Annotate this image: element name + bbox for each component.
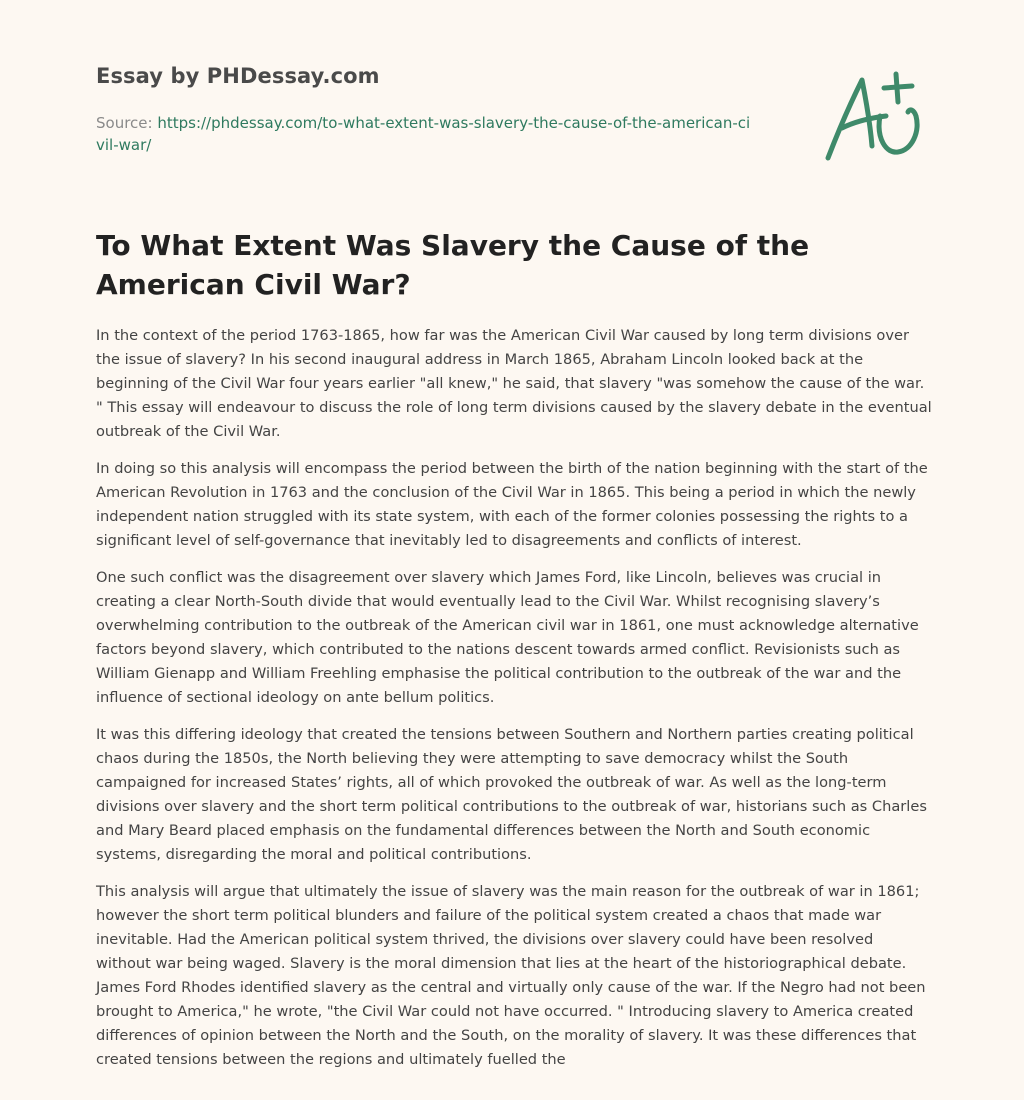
essay-paragraph: In doing so this analysis will encompass the period between the birth of the nation beginning with the start of the American Revolution in 1763 and the conclusion of the Civil War in 1865. This being a period in which the newly independent nation struggled with its state system, with each of the former colonies possessing the rights to a significant level of self-governance that inevitably led to disagreements and conflicts of interest. bbox=[96, 460, 928, 549]
a-plus-grade-icon bbox=[820, 66, 930, 166]
site-name: Essay by PHDessay.com bbox=[96, 64, 380, 88]
source-link[interactable]: https://phdessay.com/to-what-extent-was-slavery-the-cause-of-the-american-civil-war/ bbox=[96, 114, 751, 154]
essay-body bbox=[96, 324, 932, 1085]
essay-paragraph: In the context of the period 1763-1865, how far was the American Civil War caused by long term divisions over the issue of slavery? In his second inaugural address in March 1865, Abraham Lincoln looked back at the beginning of the Civil War four years earlier "all knew," he said, that slavery "was somehow the cause of the war. " This essay will endeavour to discuss the role of long term divisions caused by the slavery debate in the eventual outbreak of the Civil War. bbox=[96, 327, 932, 440]
essay-paragraph: This analysis will argue that ultimately the issue of slavery was the main reason for the outbreak of war in 1861; however the short term political blunders and failure of the political system created a chaos that made war inevitable. Had the American political system thrived, the divisions over slavery could have been resolved without war being waged. Slavery is the moral dimension that lies at the heart of the historiographical debate. James Ford Rhodes identified slavery as the central and virtually only cause of the war. If the Negro had not been brought to America," he wrote, "the Civil War could not have occurred. " Introducing slavery to America created differences of opinion between the North and the South, on the morality of slavery. It was these differences that created tensions between the regions and ultimately fuelled the bbox=[96, 883, 926, 1068]
essay-paragraph: One such conflict was the disagreement over slavery which James Ford, like Lincoln, believes was crucial in creating a clear North-South divide that would eventually lead to the Civil War. Whilst recognising slavery’s overwhelming contribution to the outbreak of the American civil war in 1861, one must acknowledge alternative factors beyond slavery, which contributed to the nations descent towards armed conflict. Revisionists such as William Gienapp and William Freehling emphasise the political contribution to the outbreak of the war and the influence of sectional ideology on ante bellum politics. bbox=[96, 569, 919, 706]
essay-title: To What Extent Was Slavery the Cause of the American Civil War? bbox=[96, 229, 810, 301]
essay-paragraph: It was this differing ideology that created the tensions between Southern and Northern parties creating political chaos during the 1850s, the North believing they were attempting to save democracy whilst the South campaigned for increased States’ rights, all of which provoked the outbreak of war. As well as the long-term divisions over slavery and the short term political contributions to the outbreak of war, historians such as Charles and Mary Beard placed emphasis on the fundamental differences between the North and South economic systems, disregarding the moral and political contributions. bbox=[96, 726, 927, 863]
source-line bbox=[96, 112, 756, 156]
source-label: Source: bbox=[96, 114, 158, 132]
